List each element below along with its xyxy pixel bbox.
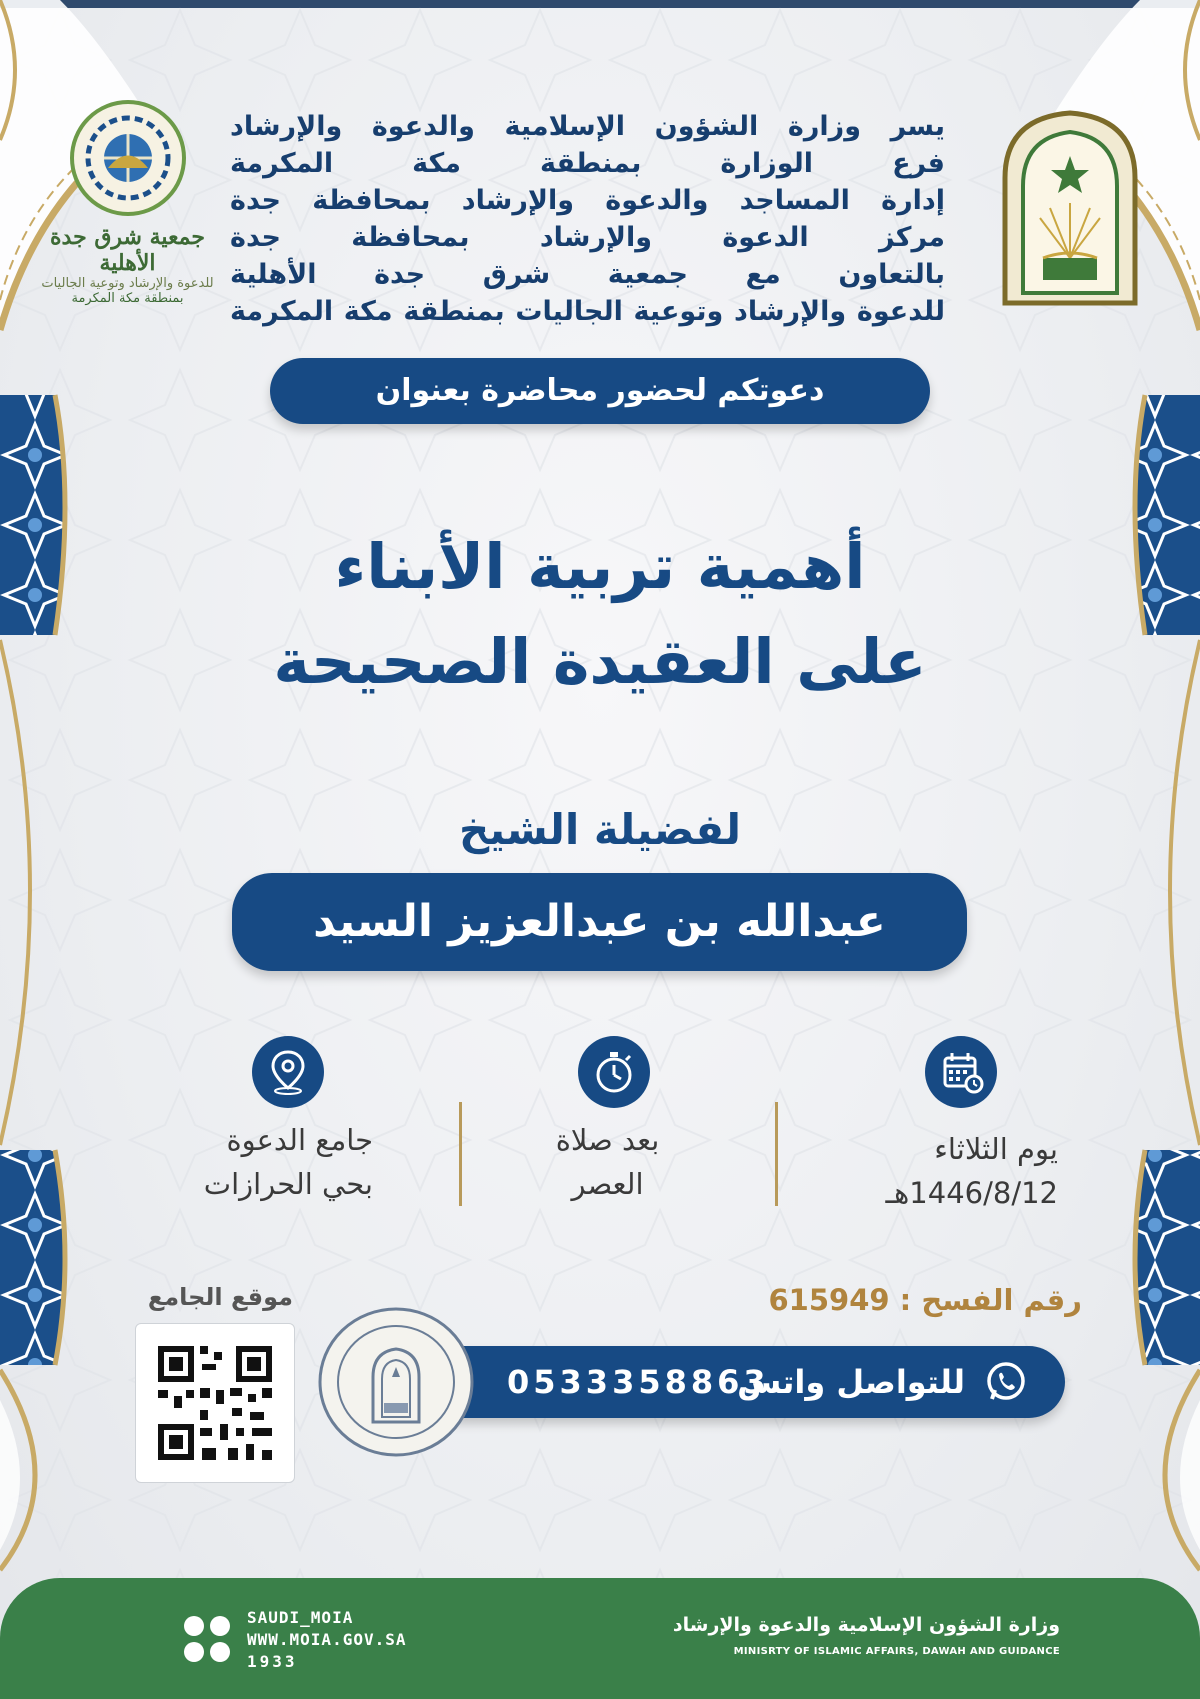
header-line-6: للدعوة والإرشاد وتوعية الجاليات بمنطقة مكة المكرمة	[230, 296, 945, 327]
location-pin-icon	[252, 1036, 324, 1108]
phone-icon[interactable]	[210, 1642, 230, 1662]
qr-label: موقع الجامع	[147, 1283, 293, 1311]
calendar-icon	[925, 1036, 997, 1108]
association-logo	[40, 98, 215, 328]
footer-phone[interactable]: 1933	[247, 1652, 298, 1671]
speaker-name: عبدالله بن عبدالعزيز السيد	[313, 896, 886, 947]
contact-label: للتواصل واتس	[737, 1363, 965, 1401]
ministry-logo	[995, 108, 1145, 308]
divider-right	[775, 1102, 778, 1206]
invitation-text: دعوتكم لحضور محاضرة بعنوان	[375, 373, 825, 408]
header-line-1: يسر وزارة الشؤون الإسلامية والدعوة والإرشاد	[230, 111, 945, 142]
event-location-line-2: بحي الحرازات	[203, 1167, 373, 1201]
footer-ministry-en: MINISRTY OF ISLAMIC AFFAIRS, DAWAH AND GUIDANCE	[733, 1646, 1060, 1657]
footer-handle[interactable]: SAUDI_MOIA	[247, 1608, 354, 1627]
event-location	[143, 1118, 373, 1206]
event-date	[838, 1127, 1058, 1215]
association-subtitle: للدعوة والإرشاد وتوعية الجاليات	[41, 276, 214, 291]
footer-website[interactable]: WWW.MOIA.GOV.SA	[247, 1630, 407, 1649]
whatsapp-icon[interactable]	[983, 1359, 1029, 1405]
header-line-3: إدارة المساجد والدعوة والإرشاد بمحافظة جدة	[230, 185, 945, 216]
twitter-icon[interactable]	[184, 1616, 204, 1636]
divider-left	[459, 1102, 462, 1206]
event-time-line-2: العصر	[571, 1167, 644, 1201]
speaker-banner	[232, 873, 967, 971]
event-time-line-1: بعد صلاة	[555, 1123, 660, 1157]
permit-number: رقم الفسح : 615949	[768, 1283, 1082, 1317]
speaker-prefix: لفضيلة الشيخ	[458, 805, 742, 854]
invitation-banner	[270, 358, 930, 424]
footer-ministry-ar: وزارة الشؤون الإسلامية والدعوة والإرشاد	[672, 1614, 1060, 1636]
contact-phone-number[interactable]: 0533358863	[507, 1363, 770, 1401]
contact-banner	[415, 1346, 1065, 1418]
event-location-line-1: جامع الدعوة	[226, 1123, 373, 1157]
location-qr-code[interactable]	[135, 1323, 295, 1483]
center-stamp	[318, 1307, 474, 1457]
instagram-icon[interactable]	[210, 1616, 230, 1636]
stopwatch-icon	[578, 1036, 650, 1108]
footer-bar	[0, 1578, 1200, 1699]
header-line-2: فرع الوزارة بمنطقة مكة المكرمة	[230, 148, 945, 179]
lecture-title-line-1: أهمية تربية الأبناء	[334, 530, 866, 603]
association-name: جمعية شرق جدة الأهلية	[50, 224, 205, 276]
header-line-4: مركز الدعوة والإرشاد بمحافظة جدة	[230, 222, 945, 253]
event-hijri-date: 1446/8/12هـ	[885, 1176, 1058, 1210]
facebook-icon[interactable]	[184, 1642, 204, 1662]
association-region: بمنطقة مكة المكرمة	[71, 291, 184, 306]
header-line-5: بالتعاون مع جمعية شرق جدة الأهلية	[230, 259, 945, 290]
event-time	[500, 1118, 715, 1206]
lecture-title-line-2: على العقيدة الصحيحة	[273, 625, 927, 698]
event-day: يوم الثلاثاء	[934, 1132, 1058, 1166]
